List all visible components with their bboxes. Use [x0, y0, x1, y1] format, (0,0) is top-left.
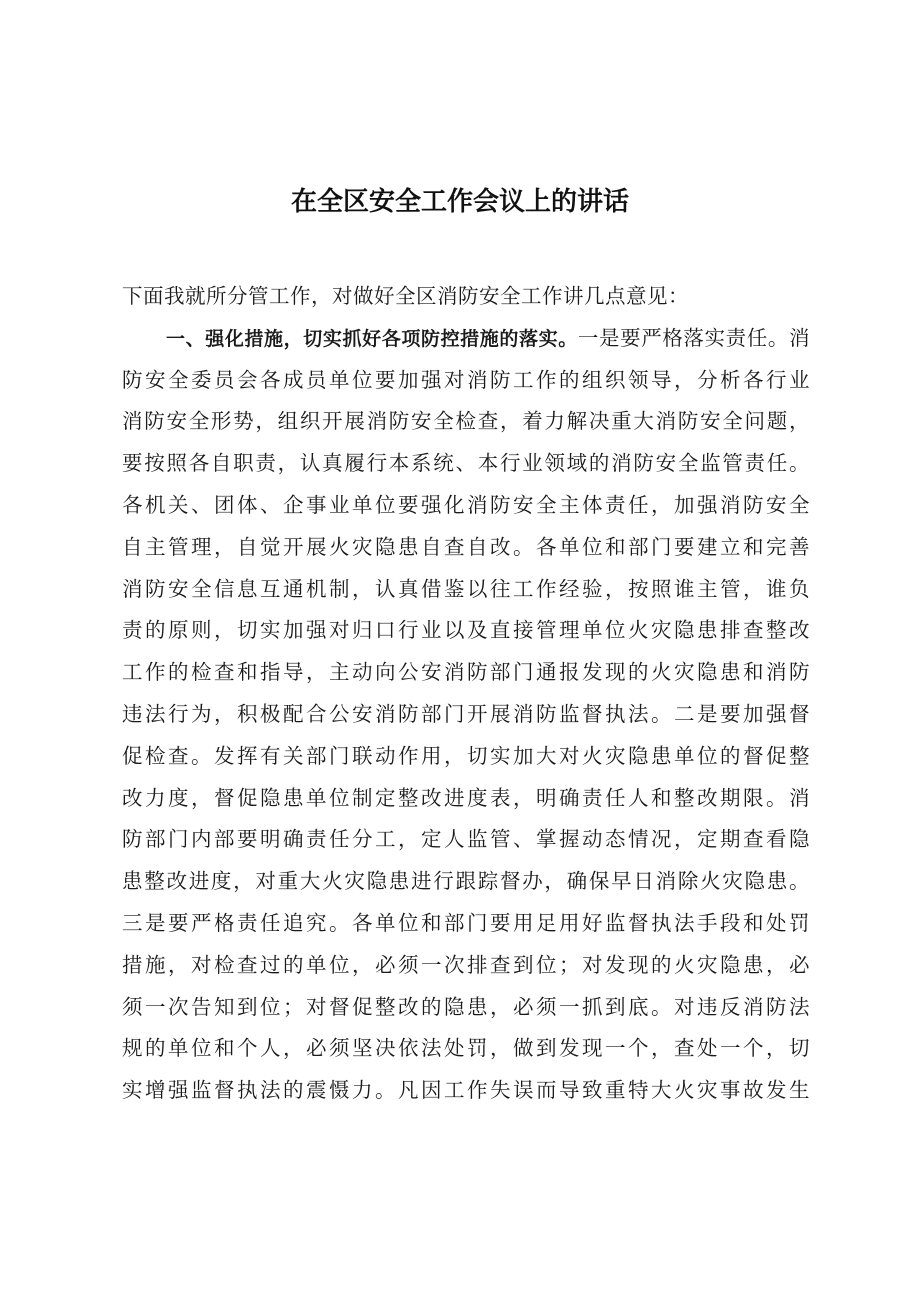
body-line: 改力度，督促隐患单位制定整改进度表，明确责任人和整改期限。消 — [122, 785, 810, 810]
body-line: 防部门内部要明确责任分工，定人监管、掌握动态情况，定期查看隐 — [122, 827, 810, 852]
body-line: 防安全委员会各成员单位要加强对消防工作的组织领导，分析各行业 — [122, 367, 810, 392]
body-line: 要按照各自职责，认真履行本系统、本行业领域的消防安全监管责任。 — [122, 451, 810, 476]
body-line: 三是要严格责任追究。各单位和部门要用足用好监督执法手段和处罚 — [122, 910, 810, 935]
document-title: 在全区安全工作会议上的讲话 — [290, 187, 629, 217]
intro-paragraph: 下面我就所分管工作，对做好全区消防安全工作讲几点意见： — [122, 284, 689, 308]
body-line: 须一次告知到位；对督促整改的隐患，必须一抓到底。对违反消防法 — [122, 994, 810, 1019]
body-line: 消防安全信息互通机制，认真借鉴以往工作经验，按照谁主管，谁负 — [122, 576, 810, 601]
document-body — [122, 276, 810, 1112]
body-line: 措施，对检查过的单位，必须一次排查到位；对发现的火灾隐患，必 — [122, 952, 810, 977]
body-line: 各机关、团体、企事业单位要强化消防安全主体责任，加强消防安全 — [122, 492, 810, 517]
body-line: 工作的检查和指导，主动向公安消防部门通报发现的火灾隐患和消防 — [122, 660, 810, 685]
body-line: 规的单位和个人，必须坚决依法处罚，做到发现一个，查处一个，切 — [122, 1036, 810, 1061]
body-line: 自主管理，自觉开展火灾隐患自查自改。各单位和部门要建立和完善 — [122, 534, 810, 559]
body-line: 促检查。发挥有关部门联动作用，切实加大对火灾隐患单位的督促整 — [122, 743, 810, 768]
section-1-first-line — [122, 318, 810, 360]
body-line: 患整改进度，对重大火灾隐患进行跟踪督办，确保早日消除火灾隐患。 — [122, 869, 810, 894]
body-line: 违法行为，积极配合公安消防部门开展消防监督执法。二是要加强督 — [122, 701, 810, 726]
section-1-heading: 一、强化措施，切实抓好各项防控措施的落实。 — [166, 327, 578, 350]
body-line: 实增强监督执法的震慑力。凡因工作失误而导致重特大火灾事故发生 — [122, 1078, 810, 1103]
body-line: 消防安全形势，组织开展消防安全检查，着力解决重大消防安全问题， — [122, 409, 810, 434]
body-line: 责的原则，切实加强对归口行业以及直接管理单位火灾隐患排查整改 — [122, 618, 810, 643]
section-1-first-line-text: 一是要严格落实责任。消 — [577, 325, 810, 350]
